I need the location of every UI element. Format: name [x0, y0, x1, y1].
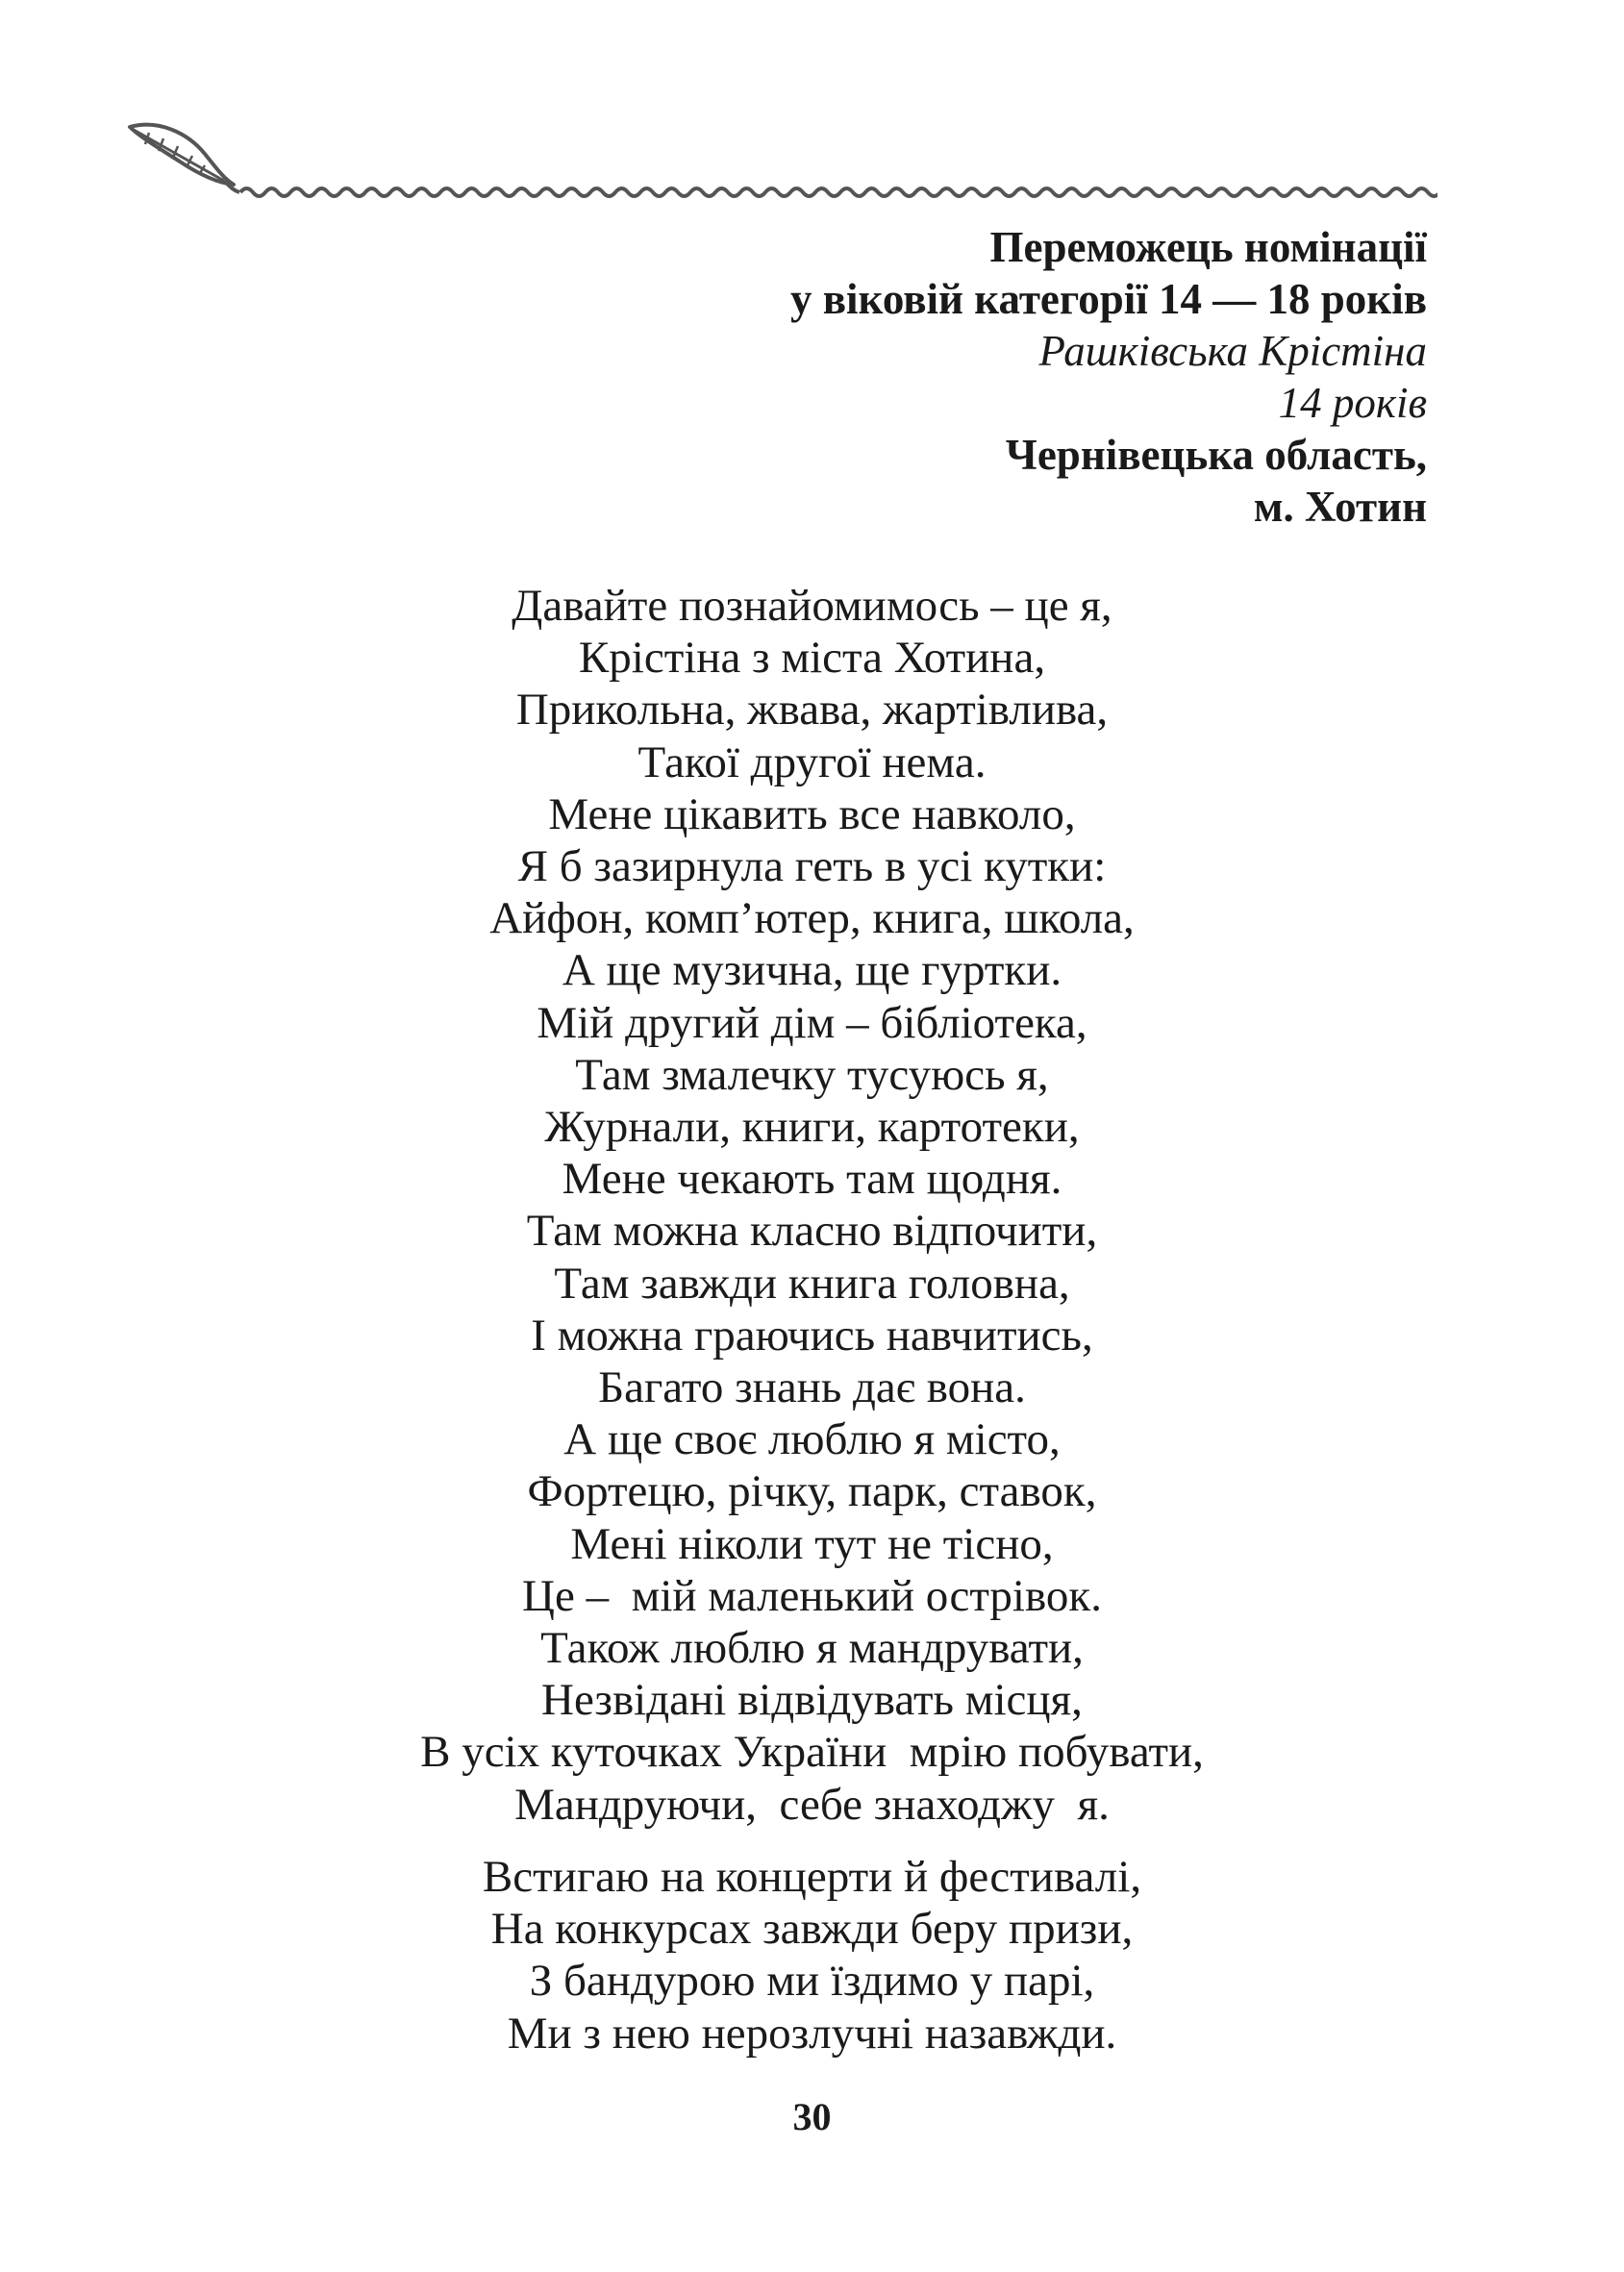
poem-line: Мандруючи, себе знаходжу я. — [514, 1779, 1110, 1830]
poem-line: Там змалечку тусуюсь я, — [575, 1049, 1049, 1100]
poem-line: Багато знань дає вона. — [598, 1362, 1026, 1413]
poem-line: На конкурсах завжди беру призи, — [490, 1904, 1134, 1955]
age-category: у віковій категорії 14 — 18 років — [789, 275, 1427, 323]
poem-line: Журнали, книги, картотеки, — [544, 1102, 1080, 1153]
poem-line: Незвідані відвідувать місця, — [541, 1675, 1083, 1726]
poem-line: Встигаю на концерти й фестивалі, — [482, 1852, 1142, 1902]
poem-line: Айфон, комп’ютер, книга, школа, — [489, 893, 1135, 944]
poem-line: Ми з нею нерозлучні назавжди. — [507, 2008, 1117, 2059]
author-age: 14 років — [1278, 379, 1427, 427]
page-number: 30 — [792, 2095, 832, 2138]
poem-line: І можна граючись навчитись, — [531, 1310, 1093, 1361]
poem-line: Давайте познайомимось – це я, — [512, 581, 1112, 631]
poem-line: Мене чекають там щодня. — [562, 1154, 1062, 1205]
poem-line: Крістіна з міста Хотина, — [578, 633, 1046, 684]
poem-line: В усіх куточках України мрію побувати, — [420, 1727, 1204, 1778]
poem-line: Мене цікавить все навколо, — [548, 788, 1076, 839]
author-region: Чернівецька область, — [1005, 431, 1427, 479]
nomination-title: Переможець номінації — [989, 223, 1427, 271]
poem-line: Це – мій маленький острівок. — [522, 1570, 1102, 1621]
poem-line: Мій другий дім – бібліотека, — [537, 997, 1087, 1048]
author-city: м. Хотин — [1253, 483, 1427, 531]
poem-line: Прикольна, жвава, жартівлива, — [515, 685, 1109, 736]
feather-wave-icon — [120, 115, 1437, 202]
poem-stanza-1 — [0, 580, 1624, 1831]
poem-line: Такої другої нема. — [637, 737, 987, 787]
author-name: Рашківська Крістіна — [1038, 327, 1427, 375]
poem-line: Мені ніколи тут не тісно, — [570, 1518, 1054, 1569]
poem-line: Я б зазирнула геть в усі кутки: — [517, 841, 1107, 892]
poem-line: Фортецю, річку, парк, ставок, — [527, 1466, 1097, 1517]
poem-line: А ще своє люблю я місто, — [563, 1414, 1061, 1465]
poem-stanza-2 — [0, 1851, 1624, 2060]
poem-line: Там завжди книга головна, — [554, 1258, 1070, 1309]
poem-line: А ще музична, ще гуртки. — [562, 945, 1062, 996]
nomination-header — [369, 221, 1427, 533]
poem-line: Також люблю я мандрувати, — [540, 1623, 1084, 1674]
poem-line: Там можна класно відпочити, — [526, 1206, 1098, 1257]
poem-line: З бандурою ми їздимо у парі, — [529, 1956, 1095, 2007]
